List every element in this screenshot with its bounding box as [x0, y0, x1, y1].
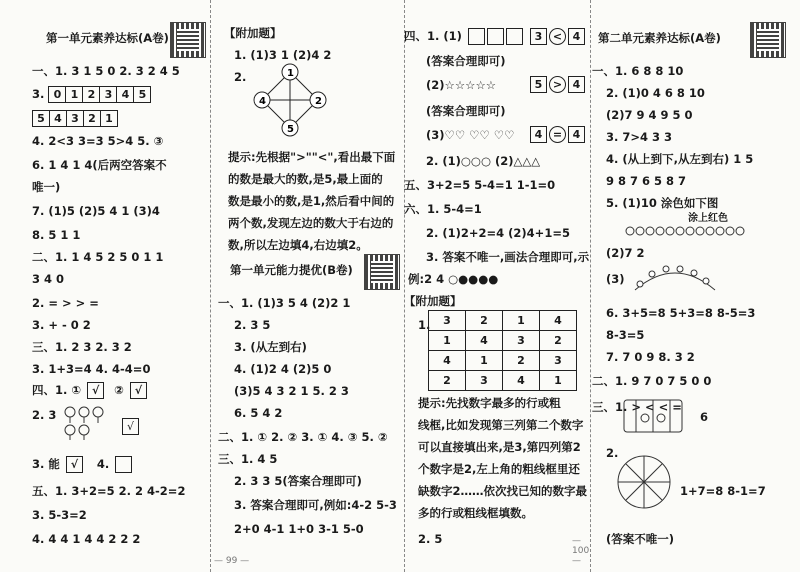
unit1-b-title: 第一单元能力提优(B卷)	[230, 263, 353, 277]
answer-line: 3. 7>4 3 3	[606, 130, 673, 144]
answer-line: 4. 2<3 3=3 5>4 5. ③	[32, 134, 164, 148]
column-3	[404, 0, 588, 572]
grid-cell: 1	[466, 351, 503, 371]
hint-line: 的数是最大的数,是5,最上面的	[228, 172, 383, 186]
section-heading: 【附加题】	[224, 26, 282, 40]
answer-line: 一、1. 6 8 8 10	[592, 64, 684, 78]
column-2	[214, 0, 404, 572]
empty-box	[468, 28, 485, 45]
answer-line: 2.	[606, 446, 619, 460]
grid-cell: 4	[466, 331, 503, 351]
seq-cell: 1	[65, 87, 82, 102]
answer-line: 三、1. 2 3 2. 3 2	[32, 340, 132, 354]
number-diamond-diagram	[250, 62, 330, 138]
answer-line: 2. 3 5	[234, 318, 271, 332]
qr-code-icon	[750, 22, 786, 58]
label: 3. 能	[32, 457, 60, 471]
hint-line: 数,所以左边填4,右边填2。	[228, 238, 368, 252]
checkbox-checked: √	[87, 382, 104, 399]
answer-line: 唯一)	[32, 180, 61, 194]
compare-box: 5	[530, 76, 547, 93]
answer-line: 6. 1 4 1 4(后两空答案不	[32, 158, 167, 172]
grid-cell: 3	[466, 371, 503, 391]
seq-cell: 4	[49, 111, 66, 126]
answer-line: 1.	[418, 318, 431, 332]
empty-box	[487, 28, 504, 45]
grid-cell: 4	[429, 351, 466, 371]
bead-row-illustration	[622, 224, 752, 238]
hint-line: 提示:先根据">""<",看出最下面	[228, 150, 396, 164]
unit1-a-title: 第一单元素养达标(A卷)	[46, 31, 169, 45]
answer-value: 6	[700, 410, 709, 424]
answer-line: 7. (1)5 (2)5 4 1 (3)4	[32, 204, 160, 218]
checkbox-checked: √	[122, 418, 139, 435]
answer-line: 一、1. 3 1 5 0 2. 3 2 4 5	[32, 64, 180, 78]
column-4	[592, 0, 800, 572]
number-sequence-boxes	[32, 110, 118, 127]
answer-line: (答案合理即可)	[426, 54, 506, 68]
sudoku-grid	[428, 310, 577, 391]
answer-line: 5. (1)10 涂色如下图	[606, 196, 719, 210]
answer-line: 4. (1)2 4 (2)5 0	[234, 362, 332, 376]
grid-row	[429, 371, 577, 391]
checkbox-checked: √	[130, 382, 147, 399]
seq-cell: 2	[83, 111, 100, 126]
answer-line: 五、1. 3+2=5 2. 2 4-2=2	[32, 484, 186, 498]
grid-cell: 3	[429, 311, 466, 331]
answer-line: 涂上红色	[688, 213, 728, 224]
answer-line: 3. 5-3=2	[32, 508, 87, 522]
comparison-boxes	[528, 28, 585, 45]
empty-box	[506, 28, 523, 45]
label: 四、1. ①	[32, 383, 82, 397]
seq-cell: 5	[133, 87, 150, 102]
answer-line: 3. (从左到右)	[234, 340, 307, 354]
grid-cell: 2	[466, 311, 503, 331]
seq-cell: 5	[37, 112, 45, 125]
grid-cell: 1	[429, 331, 466, 351]
grid-row	[429, 311, 577, 331]
answer-line: 六、1. 5-4=1	[404, 202, 482, 216]
grid-cell: 4	[540, 311, 577, 331]
pie-circle-illustration	[614, 452, 674, 512]
answer-line: 三、1. > < < =	[592, 400, 682, 414]
seq-cell: 4	[116, 87, 133, 102]
answer-line: 二、1. 9 7 0 7 5 0 0	[592, 374, 712, 388]
compare-box: 4	[568, 126, 585, 143]
answer-line: (3)5 4 3 2 1 5. 2 3	[234, 384, 349, 398]
answer-line-boxes	[404, 28, 523, 45]
grid-cell: 1	[540, 371, 577, 391]
answer-line: 1+7=8 8-1=7	[680, 484, 766, 498]
answer-line: 4. (从上到下,从左到右) 1 5	[606, 152, 754, 166]
compare-box: 4	[530, 126, 547, 143]
label: 4.	[96, 457, 110, 471]
grid-cell: 2	[429, 371, 466, 391]
qr-code-icon	[364, 254, 400, 290]
compare-box: 3	[530, 28, 547, 45]
page-number-right: — 100 —	[572, 536, 590, 566]
hint-line: 两个数,发现左边的数大于右边的	[228, 216, 394, 230]
answer-line: 一、1. (1)3 5 4 (2)2 1	[218, 296, 351, 310]
answer-line: 二、1. ① 2. ② 3. ① 4. ③ 5. ②	[218, 430, 388, 444]
diagram-node: 1	[287, 68, 294, 79]
answer-line: 6. 5 4 2	[234, 406, 283, 420]
grid-cell: 1	[503, 311, 540, 331]
answer-line: (3)♡♡ ♡♡ ♡♡	[426, 128, 515, 142]
answer-line: (3)	[606, 272, 625, 286]
label: 3.	[32, 87, 45, 101]
unit2-a-title: 第二单元素养达标(A卷)	[598, 31, 721, 45]
answer-line: 4. 4 4 1 4 4 2 2 2	[32, 532, 141, 546]
answer-line: 3. 1+3=4 4. 4-4=0	[32, 362, 151, 376]
grid-cell: 2	[540, 331, 577, 351]
checkbox-empty	[115, 456, 132, 473]
answer-line: 3. 答案不唯一,画法合理即可,示	[426, 250, 590, 264]
comparison-boxes	[528, 76, 585, 93]
answer-line: 9 8 7 6 5 8 7	[606, 174, 687, 188]
grid-cell: 3	[540, 351, 577, 371]
answer-line: (2)7 9 4 9 5 0	[606, 108, 693, 122]
answer-line: 8. 5 1 1	[32, 228, 81, 242]
answer-line-checks	[32, 456, 132, 473]
answer-line: 2+0 4-1 1+0 3-1 5-0	[234, 522, 364, 536]
compare-sign: =	[549, 126, 566, 143]
grid-cell: 2	[503, 351, 540, 371]
answer-line: 三、1. 4 5	[218, 452, 278, 466]
answer-line: (答案不唯一)	[606, 532, 675, 546]
grid-cell: 3	[503, 331, 540, 351]
answer-line: 五、3+2=5 5-4=1 1-1=0	[404, 178, 556, 192]
page-number-left: — 99 —	[214, 556, 250, 566]
answer-line: 3. + - 0 2	[32, 318, 91, 332]
hint-line: 缺数字2……依次找已知的数字最	[418, 484, 588, 498]
column-1	[0, 0, 200, 572]
section-heading: 【附加题】	[404, 294, 462, 308]
answer-line: 2. (1)0 4 6 8 10	[606, 86, 705, 100]
answer-line: 2. 3 3 5(答案合理即可)	[234, 474, 362, 488]
column-divider	[590, 0, 591, 572]
answer-line-seq2	[32, 110, 118, 127]
answer-line: (答案合理即可)	[426, 104, 506, 118]
answer-line: 6. 3+5=8 5+3=8 8-5=3	[606, 306, 756, 320]
answer-line: 1. (1)3 1 (2)4 2	[234, 48, 332, 62]
answer-line-checks	[32, 382, 147, 399]
rainbow-dots-illustration	[630, 262, 720, 294]
hint-line: 多的行或粗线框填数。	[418, 506, 533, 520]
compare-sign: <	[549, 28, 566, 45]
diagram-node: 5	[287, 124, 294, 135]
grid-cell: 4	[503, 371, 540, 391]
label: ②	[114, 383, 124, 397]
answer-line-seq1	[32, 86, 151, 103]
grid-row	[429, 351, 577, 371]
hint-line: 可以直接填出来,是3,第四列第2	[418, 440, 581, 454]
hint-line: 提示:先找数字最多的行或粗	[418, 396, 561, 410]
answer-line: 二、1. 1 4 5 2 5 0 1 1	[32, 250, 164, 264]
seq-cell: 2	[82, 87, 99, 102]
column-divider	[210, 0, 211, 572]
checkbox-checked: √	[66, 456, 83, 473]
answer-line: 7. 7 0 9 8. 3 2	[606, 350, 695, 364]
comparison-boxes	[528, 126, 585, 143]
number-sequence-boxes	[48, 86, 151, 103]
qr-code-icon	[170, 22, 206, 58]
hint-line: 线框,比如发现第三列第二个数字	[418, 418, 584, 432]
answer-line: 2. (1)2+2=4 (2)4+1=5	[426, 226, 570, 240]
diagram-node: 4	[259, 96, 266, 107]
diagram-node: 2	[315, 96, 322, 107]
hint-line: 数是最小的数,是1,然后看中间的	[228, 194, 395, 208]
seq-cell: 3	[99, 87, 116, 102]
answer-line: 3. 答案合理即可,例如:4-2 5-3	[234, 498, 397, 512]
compare-box: 4	[568, 76, 585, 93]
answer-line: (2)7 2	[606, 246, 645, 260]
hint-line: 个数字是2,左上角的粗线框里还	[418, 462, 580, 476]
answer-line: 2.	[234, 70, 247, 84]
answer-line: 8-3=5	[606, 328, 645, 342]
answer-line: 2. 3	[32, 408, 57, 422]
answer-line: 例:2 4 ○●●●●	[408, 272, 499, 286]
answer-line: 2. 5	[418, 532, 443, 546]
abacus-illustration	[620, 396, 686, 436]
label: 四、1. (1)	[404, 29, 462, 43]
seq-cell: 0	[53, 88, 62, 101]
grid-row	[429, 331, 577, 351]
compare-sign: >	[549, 76, 566, 93]
answer-line: 3 4 0	[32, 272, 65, 286]
seq-cell: 3	[66, 111, 83, 126]
seq-cell: 1	[100, 111, 117, 126]
answer-line: 2. = > > =	[32, 296, 99, 310]
answer-line: 2. (1)○○○ (2)△△△	[426, 154, 541, 168]
compare-box: 4	[568, 28, 585, 45]
answer-line: (2)☆☆☆☆☆	[426, 78, 497, 92]
